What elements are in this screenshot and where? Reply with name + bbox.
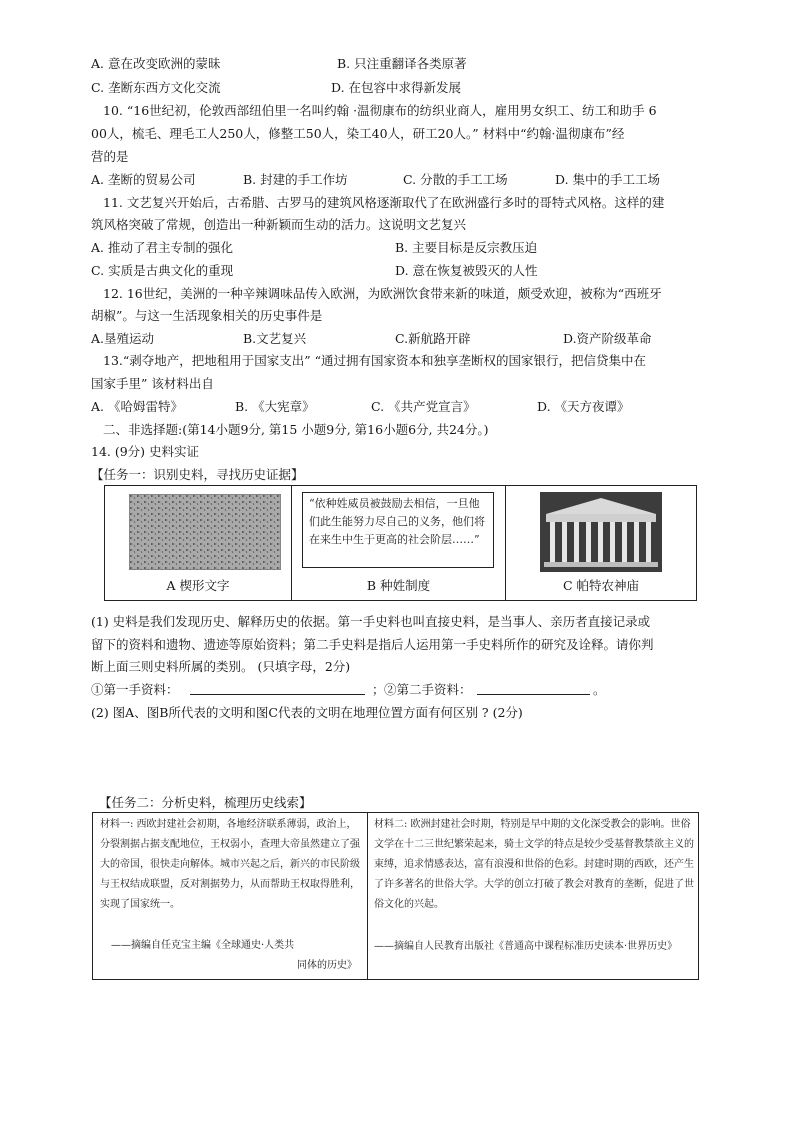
materials-table xyxy=(92,812,699,980)
q12-option-d: D.资产阶级革命 xyxy=(563,331,652,346)
task-two-heading: 【任务二：分析史料，梳理历史线索】 xyxy=(99,795,312,810)
first-hand-answer-blank[interactable] xyxy=(190,680,365,695)
q10-option-b: B. 封建的手工作坊 xyxy=(243,172,348,187)
q10-stem-line3: 营的是 xyxy=(91,149,129,164)
q9-option-d: D. 在包容中求得新发展 xyxy=(331,80,462,95)
q14-title: 14. (9分) 史料实证 xyxy=(91,444,200,459)
material-one-cell xyxy=(93,813,368,979)
second-hand-answer-blank[interactable] xyxy=(477,680,590,695)
figure-a-cuneiform xyxy=(105,486,292,600)
figure-a-caption: A 楔形文字 xyxy=(166,578,230,593)
q11-stem-line2: 筑风格突破了常规，创造出一种新颖而生动的活力。这说明文艺复兴 xyxy=(91,217,467,232)
answer-end: 。 xyxy=(593,682,606,697)
first-hand-label: ①第一手资料： xyxy=(91,682,179,697)
q10-option-c: C. 分散的手工工场 xyxy=(403,172,508,187)
caste-quote-box xyxy=(302,492,494,568)
q10-stem-line2: 00人，梳毛、理毛工人250人，修整工50人，染工40人，研工20人。” 材料中“约翰·温彻康布”经 xyxy=(91,126,625,141)
q12-option-b: B.文艺复兴 xyxy=(243,331,307,346)
q12-stem-line2: 胡椒”。与这一生活现象相关的历史事件是 xyxy=(91,308,323,323)
material-two-text: 材料二: 欧洲封建社会时期，特别是早中期的文化深受教会的影响。世俗文学在十二三世纪繁荣起来，骑士文学的特点是较少受基督教禁欲主义的束缚，追求情感表达，富有浪漫和世俗的色彩。封建时期的西欧，还产生了许多著名的世俗大学。大学的创立打破了教会对教育的垄断，促进了世俗文化的兴起。 xyxy=(374,819,694,910)
section-two-heading: 二、非选择题:(第14小题9分, 第15 小题9分, 第16小题6分, 共24分。) xyxy=(103,422,489,437)
material-one-text: 材料一: 西欧封建社会初期，各地经济联系薄弱，政治上，分裂割据占据支配地位，王权弱小，查理大帝虽然建立了强大的帝国，很快走向解体。城市兴起之后，新兴的市民阶级与王权结成联盟，反对割据势力，从而帮助王权取得胜利，实现了国家统一。 xyxy=(100,819,360,910)
task-one-heading: 【任务一：识别史料，寻找历史证据】 xyxy=(91,467,304,482)
q11-option-a: A. 推动了君主专制的强化 xyxy=(91,240,233,255)
figure-c-caption: C 帕特农神庙 xyxy=(562,578,640,593)
q14-part1-line2: 留下的资料和遗物、遗迹等原始资料；第二手史料是指后人运用第一手史料所作的研究及诠释。请你判 xyxy=(91,637,654,652)
figure-c-parthenon xyxy=(506,486,696,600)
material-one-source-line2: 同体的历史》 xyxy=(297,960,357,971)
q14-part2-question: (2) 图A、图B所代表的文明和图C代表的文明在地理位置方面有何区别 ? (2分) xyxy=(91,705,523,720)
q9-option-c: C. 垄断东西方文化交流 xyxy=(91,80,221,95)
q13-option-b: B. 《大宪章》 xyxy=(235,399,315,414)
q11-option-b: B. 主要目标是反宗教压迫 xyxy=(395,240,538,255)
figure-b-caste xyxy=(292,486,506,600)
material-two-source: ——摘编自人民教育出版社《普通高中课程标准历史读本·世界历史》 xyxy=(374,941,678,952)
caste-quote-text: “依种姓威员被鼓励去相信，一旦他们此生能努力尽自己的义务，他们将在来生中生于更高的社会阶层……” xyxy=(309,497,485,546)
q10-option-d: D. 集中的手工工场 xyxy=(555,172,661,187)
q13-option-d: D. 《天方夜谭》 xyxy=(537,399,630,414)
q14-part1-line3: 断上面三则史料所属的类别。 (只填字母，2分) xyxy=(91,659,351,674)
q14-part1-line1: (1) 史料是我们发现历史、解释历史的依据。第一手史料也叫直接史料，是当事人、亲历者直接记录或 xyxy=(91,614,651,629)
parthenon-image xyxy=(540,492,662,572)
q9-option-b: B. 只注重翻译各类原著 xyxy=(337,56,467,71)
q13-option-a: A. 《哈姆雷特》 xyxy=(91,399,183,414)
material-two-cell xyxy=(368,813,698,979)
q13-option-c: C. 《共产党宣言》 xyxy=(371,399,476,414)
material-one-source-line1: ——摘编自任克宝主编《全球通史·人类共 xyxy=(111,940,295,951)
figure-b-caption: B 种姓制度 xyxy=(366,578,431,593)
answer-separator: ； xyxy=(372,682,385,697)
q9-option-a: A. 意在改变欧洲的蒙昧 xyxy=(91,56,221,71)
q12-option-a: A.垦殖运动 xyxy=(91,331,155,346)
second-hand-label: ②第二手资料： xyxy=(384,682,472,697)
q10-option-a: A. 垄断的贸易公司 xyxy=(91,172,196,187)
q10-stem-line1: 10. “16世纪初，伦敦西部纽伯里一名叫约翰 ·温彻康布的纺织业商人，雇用男女织工、纺工和助手 6 xyxy=(103,103,657,118)
q13-stem-line2: 国家手里” 该材料出自 xyxy=(91,376,214,391)
q11-stem-line1: 11. 文艺复兴开始后，古希腊、古罗马的建筑风格逐渐取代了在欧洲盛行多时的哥特式风格。这样的建 xyxy=(103,195,665,210)
figure-row xyxy=(104,485,697,601)
q11-option-d: D. 意在恢复被毁灭的人性 xyxy=(395,263,538,278)
q11-option-c: C. 实质是古典文化的重现 xyxy=(91,263,234,278)
q13-stem-line1: 13.“剥夺地产，把地租用于国家支出” “通过拥有国家资本和独享垄断权的国家银行，把信贷集中在 xyxy=(103,353,647,368)
cuneiform-tablet-image xyxy=(129,494,281,570)
q12-option-c: C.新航路开辟 xyxy=(395,331,471,346)
q12-stem-line1: 12. 16世纪，美洲的一种辛辣调味品传入欧洲，为欧洲饮食带来新的味道，颇受欢迎，被称为“西班牙 xyxy=(103,286,662,301)
